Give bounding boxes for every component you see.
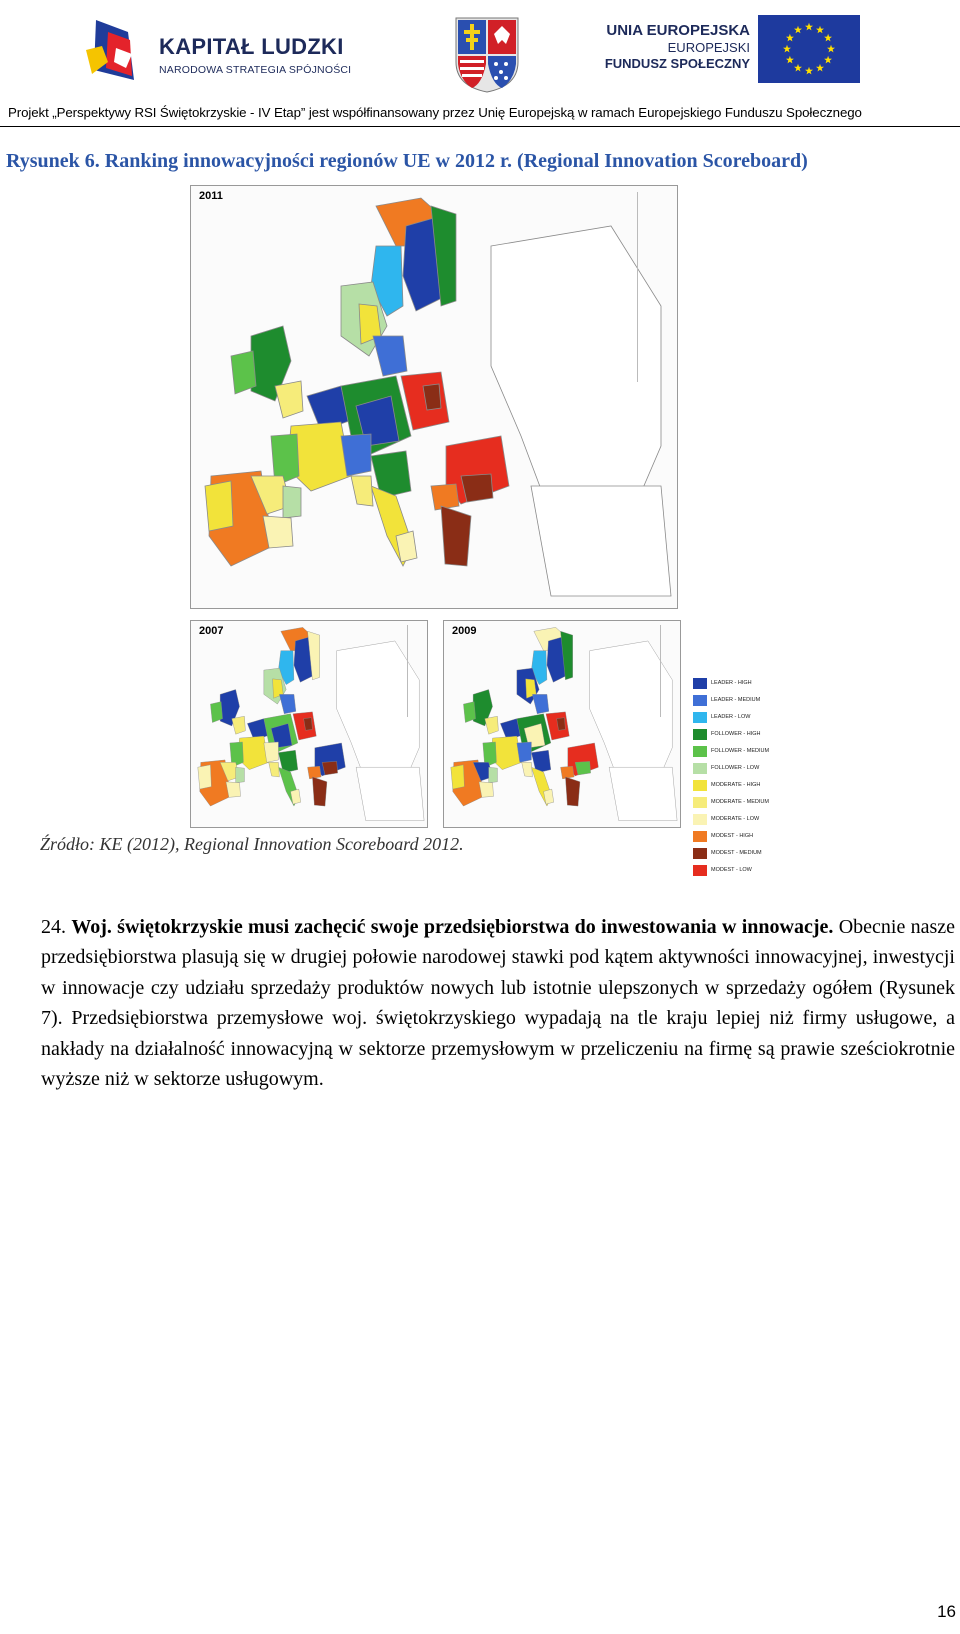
eu-region [546, 712, 569, 740]
eu-region [561, 766, 575, 779]
page-number: 16 [937, 1602, 956, 1621]
legend-label: FOLLOWER - MEDIUM [711, 748, 770, 754]
legend-swatch [693, 865, 707, 876]
kapital-ludzki-title: KAPITAŁ LUDZKI [159, 34, 344, 59]
legend-label: MODERATE - HIGH [711, 782, 761, 788]
legend-label: MODERATE - MEDIUM [711, 799, 769, 805]
eu-region [451, 765, 465, 789]
map-insets [660, 625, 679, 717]
map-legend [693, 676, 773, 880]
legend-item [693, 761, 773, 775]
eu-region [463, 702, 475, 723]
eu-region [269, 762, 280, 777]
figure-source: Źródło: KE (2012), Regional Innovation Scoreboard 2012. [40, 834, 464, 854]
eu-region [441, 506, 471, 566]
legend-label: LEADER - LOW [711, 714, 751, 720]
eu-region [522, 762, 533, 777]
legend-item [693, 744, 773, 758]
legend-swatch [693, 814, 707, 825]
eu-line-3: FUNDUSZ SPOŁECZNY [604, 56, 750, 71]
legend-item [693, 727, 773, 741]
kapital-ludzki-logo [86, 10, 352, 92]
legend-label: MODEST - LOW [711, 867, 752, 873]
eu-region [351, 476, 373, 506]
legend-item [693, 710, 773, 724]
legend-swatch [693, 729, 707, 740]
non-eu-region [609, 767, 677, 820]
legend-swatch [693, 848, 707, 859]
eu-region [401, 372, 449, 430]
header-divider [0, 126, 960, 127]
eu-region [485, 716, 499, 734]
eu-region [283, 486, 301, 518]
legend-label: MODEST - HIGH [711, 833, 754, 839]
eu-region [293, 712, 316, 740]
legend-label: LEADER - MEDIUM [711, 697, 761, 703]
legend-item [693, 812, 773, 826]
europe-map-2009 [444, 621, 680, 827]
map-2011 [190, 185, 678, 609]
legend-label: FOLLOWER - LOW [711, 765, 760, 771]
legend-item [693, 863, 773, 877]
legend-label: LEADER - HIGH [711, 680, 752, 686]
map-year-label: 2011 [199, 190, 223, 202]
eu-region [532, 694, 549, 713]
legend-item [693, 676, 773, 690]
legend-label: MODEST - MEDIUM [711, 850, 762, 856]
legend-swatch [693, 780, 707, 791]
kapital-ludzki-subtitle: NARODOWA STRATEGIA SPÓJNOŚCI [159, 64, 352, 76]
kapital-ludzki-star-icon [86, 10, 156, 90]
eu-region [575, 761, 591, 775]
eu-region [198, 765, 212, 789]
swietokrzyskie-crest-icon [452, 14, 522, 94]
eu-region [231, 351, 256, 394]
legend-item [693, 846, 773, 860]
legend-swatch [693, 746, 707, 757]
body-paragraph [41, 912, 955, 1094]
europe-map-2007 [191, 621, 427, 827]
eu-region [236, 767, 245, 783]
legend-swatch [693, 831, 707, 842]
figure-caption: Rysunek 6. Ranking innowacyjności regionów UE w 2012 r. (Regional Innovation Scoreboard) [6, 150, 808, 172]
eu-fund-text [600, 22, 750, 72]
eu-region [308, 766, 322, 779]
legend-label: MODERATE - LOW [711, 816, 760, 822]
europe-map-2011 [191, 186, 677, 608]
eu-region [312, 777, 327, 806]
legend-swatch [693, 763, 707, 774]
legend-label: FOLLOWER - HIGH [711, 731, 761, 737]
non-eu-region [356, 767, 424, 820]
page-header [0, 0, 960, 130]
map-2009 [443, 620, 681, 828]
eu-region [489, 767, 498, 783]
legend-item [693, 795, 773, 809]
eu-region [431, 484, 459, 510]
paragraph-bold-lead: Woj. świętokrzyskie musi zachęcić swoje przedsiębiorstwa do inwestowania w innowacje. [71, 916, 834, 938]
eu-region [279, 694, 296, 713]
legend-swatch [693, 797, 707, 808]
map-insets [407, 625, 426, 717]
legend-swatch [693, 695, 707, 706]
eu-region [205, 481, 233, 531]
non-eu-region [531, 486, 671, 596]
eu-region [373, 336, 407, 376]
legend-swatch [693, 678, 707, 689]
eu-region [232, 716, 246, 734]
map-2007 [190, 620, 428, 828]
paragraph-number: 24. [41, 916, 66, 938]
eu-region [461, 474, 493, 502]
legend-swatch [693, 712, 707, 723]
eu-region [275, 381, 303, 418]
legend-item [693, 829, 773, 843]
eu-flag-icon [758, 15, 860, 83]
eu-region [565, 777, 580, 806]
eu-line-1: UNIA EUROPEJSKA [606, 22, 750, 39]
non-eu-region [491, 226, 661, 516]
map-year-label: 2009 [452, 625, 477, 637]
eu-line-2: EUROPEJSKI [667, 40, 750, 55]
eu-region [322, 761, 338, 775]
map-insets [637, 192, 674, 382]
eu-region [210, 702, 222, 723]
legend-item [693, 778, 773, 792]
map-year-label: 2007 [199, 625, 224, 637]
legend-item [693, 693, 773, 707]
paragraph-text: Obecnie nasze przedsiębiorstwa plasują się w drugiej połowie narodowej stawki pod kątem aktywności innowacyjnej, inwestycji w innowacje czy udziału sprzedaży produktów nowych lub istotnie ulepszonych w sprzedaży ogółem (Rysunek 7). Przedsiębiorstwa przemysłowe woj. świętokrzyskiego wypadają na tle kraju lepiej niż firmy usługowe, a nakłady na działalność innowacyjną w sektorze przemysłowym w przeliczeniu na firmę są prawie sześciokrotnie wyższe niż w sektorze usługowym. [41, 916, 956, 1091]
project-funding-line: Projekt „Perspektywy RSI Świętokrzyskie - IV Etap” jest współfinansowany przez Unię Europejską w ramach Europejskiego Funduszu Społecznego [8, 105, 862, 120]
